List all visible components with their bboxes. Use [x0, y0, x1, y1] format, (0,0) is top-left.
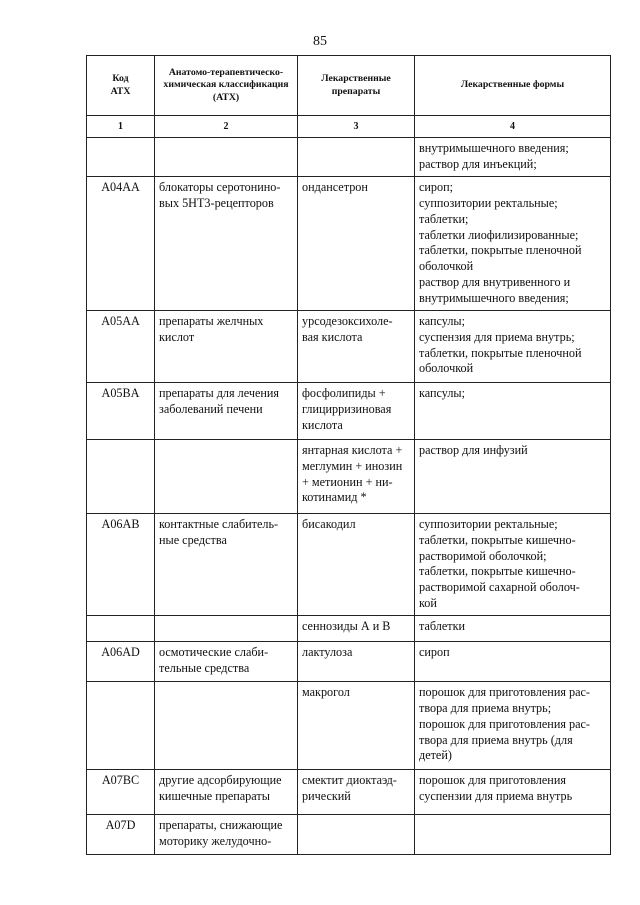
- header-drugs: Лекарственные препараты: [298, 56, 415, 116]
- table-row: [87, 382, 611, 439]
- atx-code: A05AA: [87, 310, 155, 382]
- atx-code: A04AA: [87, 177, 155, 311]
- drug-cell: бисакодил: [298, 513, 415, 615]
- atx-code: A07D: [87, 815, 155, 855]
- column-number-row: [87, 116, 611, 138]
- forms-cell: порошок для приготовления суспензии для приема внутрь: [415, 770, 611, 815]
- classification-cell: [155, 682, 298, 770]
- header-code: Код АТХ: [87, 56, 155, 116]
- col-number: 2: [155, 116, 298, 138]
- col-number: 1: [87, 116, 155, 138]
- table-row: [87, 642, 611, 682]
- table-row: [87, 310, 611, 382]
- drug-cell: янтарная кислота + меглумин + инозин + метионин + ни- котинамид *: [298, 439, 415, 513]
- drug-cell: макрогол: [298, 682, 415, 770]
- classification-cell: другие адсорбирующие кишечные препараты: [155, 770, 298, 815]
- atx-code: [87, 138, 155, 177]
- forms-cell: внутримышечного введения; раствор для инъекций;: [415, 138, 611, 177]
- col-number: 3: [298, 116, 415, 138]
- atx-code: [87, 682, 155, 770]
- table-row: [87, 138, 611, 177]
- table-row: [87, 177, 611, 311]
- atx-code: A05BA: [87, 382, 155, 439]
- classification-cell: [155, 439, 298, 513]
- atx-code: A07BC: [87, 770, 155, 815]
- table-row: [87, 513, 611, 615]
- classification-cell: препараты для лечения заболеваний печени: [155, 382, 298, 439]
- forms-cell: капсулы;: [415, 382, 611, 439]
- drug-cell: [298, 815, 415, 855]
- classification-cell: препараты желчных кислот: [155, 310, 298, 382]
- classification-cell: [155, 616, 298, 642]
- atx-code: [87, 439, 155, 513]
- classification-cell: препараты, снижающие моторику желудочно-: [155, 815, 298, 855]
- header-forms: Лекарственные формы: [415, 56, 611, 116]
- drug-cell: [298, 138, 415, 177]
- classification-cell: контактные слабитель- ные средства: [155, 513, 298, 615]
- header-row: [87, 56, 611, 116]
- drug-cell: лактулоза: [298, 642, 415, 682]
- drug-cell: ондансетрон: [298, 177, 415, 311]
- table-row: [87, 770, 611, 815]
- drug-cell: урсодезоксихоле- вая кислота: [298, 310, 415, 382]
- classification-cell: [155, 138, 298, 177]
- forms-cell: сироп: [415, 642, 611, 682]
- forms-cell: раствор для инфузий: [415, 439, 611, 513]
- drug-cell: фосфолипиды + глицирризиновая кислота: [298, 382, 415, 439]
- classification-cell: блокаторы серотонино- вых 5HT3-рецепторов: [155, 177, 298, 311]
- page-number: 85: [313, 34, 327, 49]
- classification-cell: осмотические слаби- тельные средства: [155, 642, 298, 682]
- table-row: [87, 682, 611, 770]
- atx-drug-table: [86, 55, 611, 855]
- header-classification: Анатомо-терапевтическо- химическая классификация (АТХ): [155, 56, 298, 116]
- forms-cell: таблетки: [415, 616, 611, 642]
- forms-cell: капсулы; суспензия для приема внутрь; таблетки, покрытые пленочной оболочкой: [415, 310, 611, 382]
- drug-cell: смектит диоктаэд- рический: [298, 770, 415, 815]
- forms-cell: порошок для приготовления рас- твора для приема внутрь; порошок для приготовления рас- твора для приема внутрь (для детей): [415, 682, 611, 770]
- col-number: 4: [415, 116, 611, 138]
- table-row: [87, 439, 611, 513]
- atx-code: A06AB: [87, 513, 155, 615]
- forms-cell: суппозитории ректальные; таблетки, покрытые кишечно- растворимой оболочкой; таблетки, покрытые кишечно- растворимой сахарной оболоч- кой: [415, 513, 611, 615]
- atx-code: A06AD: [87, 642, 155, 682]
- table-row: [87, 616, 611, 642]
- forms-cell: сироп; суппозитории ректальные; таблетки; таблетки лиофилизированные; таблетки, покрытые пленочной оболочкой раствор для внутривенного и внутримышечного введения;: [415, 177, 611, 311]
- forms-cell: [415, 815, 611, 855]
- atx-code: [87, 616, 155, 642]
- drug-cell: сеннозиды А и В: [298, 616, 415, 642]
- table-row: [87, 815, 611, 855]
